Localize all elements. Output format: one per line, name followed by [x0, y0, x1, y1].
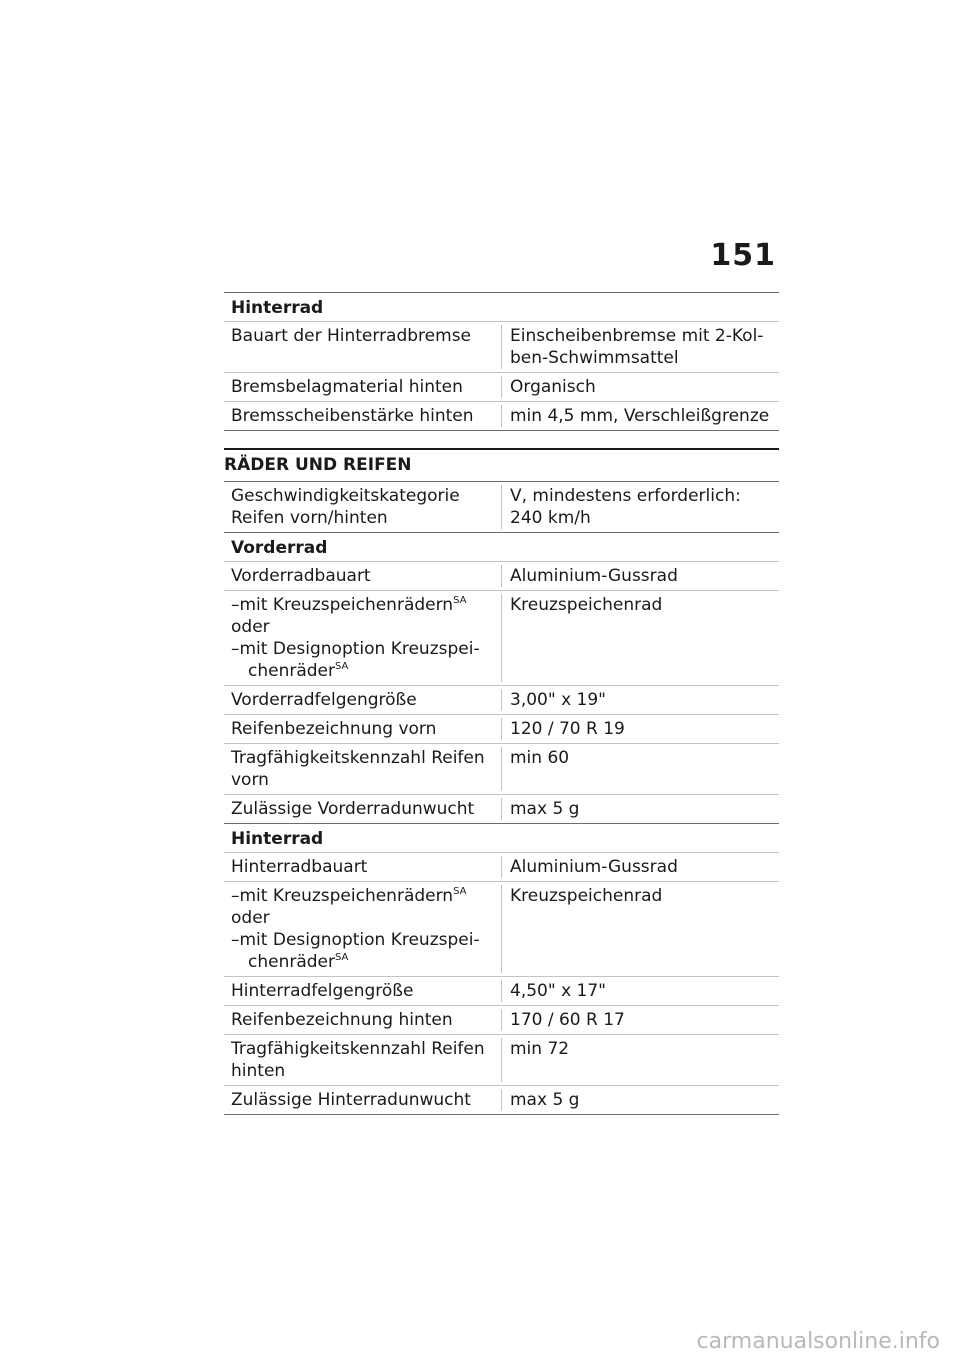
spec-label: Hinterradbauart [231, 857, 368, 877]
spec-value: 3,00" x 19" [501, 689, 779, 711]
sa-marker: SA [453, 595, 467, 606]
subhead-front-wheel: Vorderrad [224, 533, 779, 562]
spec-value [501, 485, 779, 529]
spec-value-line: V, mindestens erforderlich: [510, 486, 741, 506]
option-text: mit Kreuzspeichenrädern [239, 595, 454, 615]
spec-label: Zulässige Vorderradunwucht [231, 799, 475, 819]
spec-value: Kreuzspeichenrad [501, 594, 779, 682]
spec-value: Kreuzspeichenrad [501, 885, 779, 973]
spec-value-line: ben-Schwimmsattel [510, 348, 679, 368]
watermark: carmanualsonline.info [696, 1329, 940, 1354]
table-row [224, 686, 779, 715]
spec-label-line: Tragfähigkeitskennzahl Reifen [231, 1039, 485, 1059]
spec-label: Bremsscheibenstärke hinten [231, 406, 474, 426]
table-row [224, 591, 779, 686]
option-text: mit Kreuzspeichenrädern [239, 886, 454, 906]
spec-value: max 5 g [501, 1089, 779, 1111]
spec-value: Aluminium-Gussrad [501, 565, 779, 587]
spec-label-line: vorn [231, 770, 269, 790]
sa-marker: SA [453, 886, 467, 897]
table-row [224, 373, 779, 402]
spec-content [224, 292, 779, 1115]
spec-value: min 72 [501, 1038, 779, 1082]
table-row [224, 1006, 779, 1035]
option-text: mit Designoption Kreuzspei- [239, 639, 480, 659]
spec-value: min 60 [501, 747, 779, 791]
spec-label [224, 1038, 501, 1082]
spec-value [501, 325, 779, 369]
spec-label [224, 594, 501, 682]
section-title: RÄDER UND REIFEN [224, 448, 779, 482]
table-row [224, 977, 779, 1006]
option-or: oder [231, 617, 270, 637]
sa-marker: SA [335, 661, 349, 672]
table-row [224, 795, 779, 824]
spec-label: Bremsbelagmaterial hinten [231, 377, 463, 397]
option-line [231, 660, 501, 682]
dash: – [231, 886, 240, 906]
spec-value-line: 240 km/h [510, 508, 591, 528]
spec-label: Reifenbezeichnung hinten [231, 1010, 453, 1030]
spec-label [224, 885, 501, 973]
spec-value: 120 / 70 R 19 [501, 718, 779, 740]
option-text: chenräder [248, 952, 336, 972]
sa-marker: SA [335, 952, 349, 963]
page-number: 151 [710, 238, 776, 273]
table-row [224, 322, 779, 373]
option-line [231, 638, 501, 660]
spec-label: Hinterradfelgengröße [231, 981, 414, 1001]
table-row [224, 402, 779, 431]
spec-label-line: Tragfähigkeitskennzahl Reifen [231, 748, 485, 768]
option-line [231, 594, 501, 616]
spec-value: Organisch [501, 376, 779, 398]
spec-value: 170 / 60 R 17 [501, 1009, 779, 1031]
table-row [224, 853, 779, 882]
table-row [224, 1086, 779, 1115]
option-line [231, 951, 501, 973]
option-line [231, 885, 501, 907]
table-row [224, 482, 779, 533]
subhead-rear-wheel: Hinterrad [224, 824, 779, 853]
spec-value: Aluminium-Gussrad [501, 856, 779, 878]
spec-label: Vorderradfelgengröße [231, 690, 417, 710]
spec-label-line: Reifen vorn/hinten [231, 508, 388, 528]
spec-value-line: Einscheibenbremse mit 2-Kol- [510, 326, 764, 346]
spec-label: Vorderradbauart [231, 566, 371, 586]
spec-label [224, 747, 501, 791]
subhead-rear-brake: Hinterrad [224, 292, 779, 322]
spec-label: Zulässige Hinterradunwucht [231, 1090, 471, 1110]
spec-value: min 4,5 mm, Verschleißgrenze [501, 405, 779, 427]
spec-value: 4,50" x 17" [501, 980, 779, 1002]
option-or: oder [231, 908, 270, 928]
option-text: mit Designoption Kreuzspei- [239, 930, 480, 950]
table-row [224, 744, 779, 795]
table-row [224, 1035, 779, 1086]
table-row [224, 882, 779, 977]
option-line [231, 929, 501, 951]
spec-label: Bauart der Hinterradbremse [231, 326, 472, 346]
table-row [224, 715, 779, 744]
table-row [224, 562, 779, 591]
dash: – [231, 930, 240, 950]
spec-label-line: hinten [231, 1061, 286, 1081]
spec-label [224, 485, 501, 529]
option-text: chenräder [248, 661, 336, 681]
spec-label-line: Geschwindigkeitskategorie [231, 486, 460, 506]
spec-value: max 5 g [501, 798, 779, 820]
dash: – [231, 595, 240, 615]
spec-label: Reifenbezeichnung vorn [231, 719, 437, 739]
dash: – [231, 639, 240, 659]
